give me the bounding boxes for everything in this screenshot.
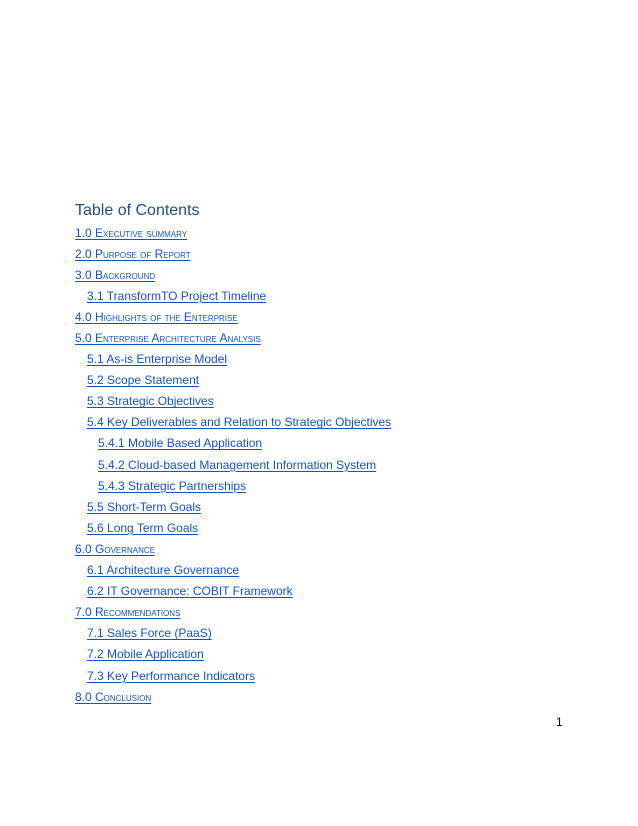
toc-entry (75, 665, 391, 686)
toc-entry (75, 264, 391, 285)
toc-entry (75, 306, 391, 327)
toc-entry (75, 623, 391, 644)
toc-link[interactable]: 3.1 TransformTO Project Timeline (87, 288, 267, 303)
toc-link[interactable]: 7.1 Sales Force (PaaS) (87, 626, 212, 641)
toc-link[interactable]: 7.2 Mobile Application (87, 647, 204, 662)
toc-link[interactable]: 5.4.1 Mobile Based Application (98, 436, 263, 451)
toc-entry (75, 412, 391, 433)
toc-entry (75, 349, 391, 370)
toc-entry (75, 644, 391, 665)
toc-link[interactable]: 6.0 Governance (75, 541, 156, 556)
toc-link[interactable]: 5.5 Short-Term Goals (87, 499, 202, 514)
toc-title: Table of Contents (75, 202, 200, 219)
toc-entry (75, 538, 391, 559)
toc-list (75, 222, 391, 707)
toc-entry (75, 391, 391, 412)
page-number: 1 (556, 715, 563, 729)
toc-entry (75, 517, 391, 538)
toc-link[interactable]: 6.1 Architecture Governance (87, 563, 240, 578)
toc-entry (75, 327, 391, 348)
toc-entry (75, 602, 391, 623)
toc-entry (75, 496, 391, 517)
toc-link[interactable]: 5.1 As-is Enterprise Model (87, 352, 228, 367)
toc-entry (75, 370, 391, 391)
toc-link[interactable]: 2.0 Purpose of Report (75, 246, 191, 261)
toc-link[interactable]: 5.4 Key Deliverables and Relation to Strategic Objectives (87, 415, 392, 430)
toc-link[interactable]: 3.0 Background (75, 267, 156, 282)
toc-link[interactable]: 7.3 Key Performance Indicators (87, 668, 256, 683)
toc-link[interactable]: 1.0 Executive summary (75, 225, 188, 240)
toc-link[interactable]: 5.4.2 Cloud-based Management Information System (98, 457, 377, 472)
toc-link[interactable]: 5.4.3 Strategic Partnerships (98, 478, 247, 493)
toc-entry (75, 243, 391, 264)
toc-entry (75, 581, 391, 602)
toc-link[interactable]: 4.0 Highlights of the Enterprise (75, 309, 238, 324)
toc-link[interactable]: 6.2 IT Governance: COBIT Framework (87, 584, 293, 599)
toc-entry (75, 686, 391, 707)
toc-entry (75, 560, 391, 581)
toc-link[interactable]: 8.0 Conclusion (75, 689, 152, 704)
toc-link[interactable]: 5.6 Long Term Goals (87, 520, 199, 535)
toc-entry (75, 222, 391, 243)
toc-entry (75, 433, 391, 454)
toc-link[interactable]: 7.0 Recommendations (75, 605, 181, 620)
toc-entry (75, 454, 391, 475)
toc-entry (75, 285, 391, 306)
toc-link[interactable]: 5.2 Scope Statement (87, 373, 200, 388)
toc-link[interactable]: 5.3 Strategic Objectives (87, 394, 214, 409)
toc-link[interactable]: 5.0 Enterprise Architecture Analysis (75, 331, 261, 346)
toc-entry (75, 475, 391, 496)
